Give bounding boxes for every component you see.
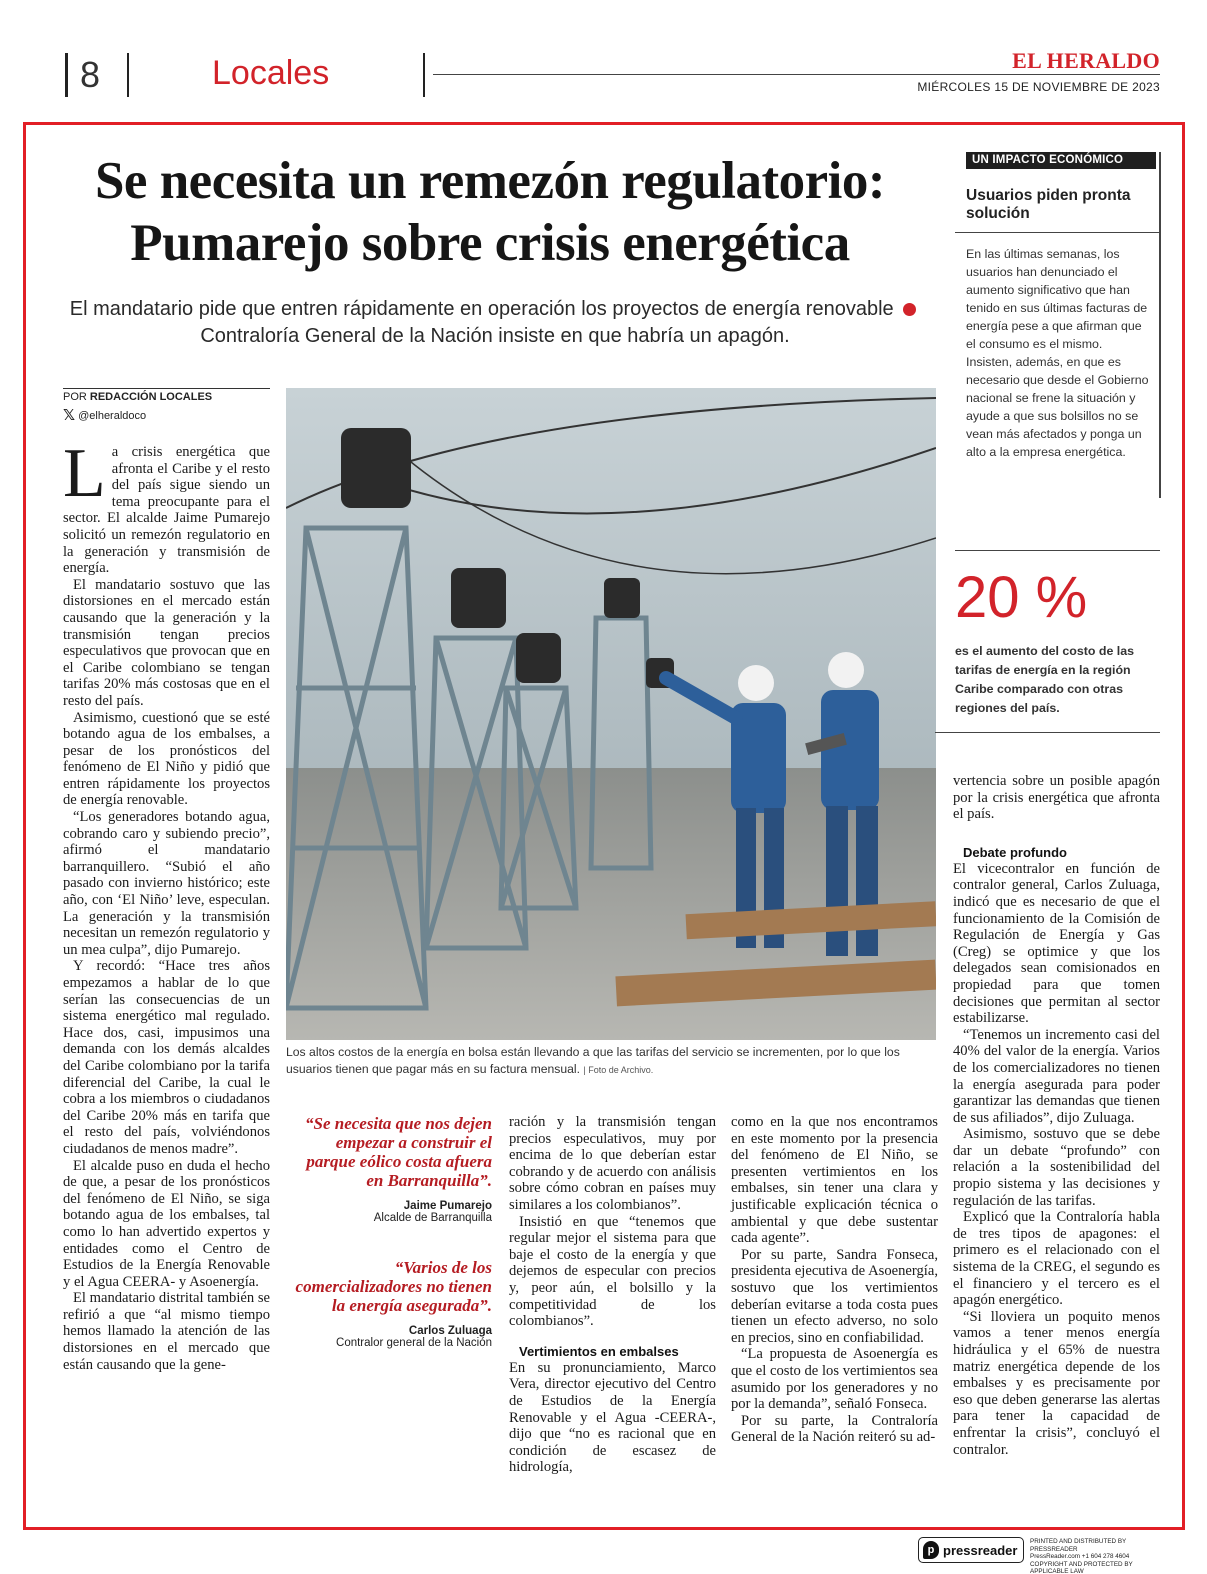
bullet-dot-icon <box>903 303 916 316</box>
deck <box>45 296 945 350</box>
paragraph: como en la que nos encontramos en este momento por la presencia del fenómeno de El Niño, se presenten vertimientos en los embalses, sin tener una clara y justificable explicación técnica o ambiental y que debe sustentar cada agente”. <box>731 1114 938 1247</box>
paragraph: El vicecontralor en función de contralor general, Carlos Zuluaga, indicó que es necesario de que el funcionamiento de la Comisión de Regulación de Energía y Gas (Creg) se optimice y que los delegados sean comisionados en propiedad para que tomen decisiones que permitan al sector estabilizarse. <box>953 860 1160 1027</box>
quote-author: Carlos Zuluaga <box>408 1325 492 1337</box>
section-name: Locales <box>212 54 330 92</box>
subhead-debate: Debate profundo <box>963 844 1067 860</box>
body-column-3 <box>509 1114 716 1476</box>
deck-part1: El mandatario pide que entren rápidamente en operación los proyectos de energía renovable <box>69 298 894 320</box>
quote-text: “Varios de los comercializadores no tienen la energía asegurada”. <box>295 1258 492 1315</box>
substation-photo <box>286 388 936 1040</box>
caption-text: Los altos costos de la energía en bolsa están llevando a que las tarifas del servicio se incrementen, por lo que los usuarios tienen que pagar más en su factura mensual. <box>286 1045 900 1076</box>
paragraph: El mandatario sostuvo que las distorsiones en el mercado están causando que la generación y la transmisión tengan precios especulativos que provocan que en el Caribe colombiano se tengan tarifas 20% más costosas que en el resto del país. <box>63 576 270 709</box>
body-column-1 <box>63 435 270 1373</box>
byline-rule <box>63 388 270 389</box>
paragraph: El mandatario distrital también se refirió a que “al mismo tiempo hemos llamado la atención de las distorsiones en el mercado que están causando que la gene- <box>63 1290 270 1373</box>
handle-text: @elheraldoco <box>78 409 147 422</box>
paragraph: “Tenemos un incremento casi del 40% del valor de la energía. Varios de los comercializadores no tienen la energía asegurada para poder garantizar las demandas que tienen de sus afiliados”, dijo Zuluaga. <box>953 1026 1160 1126</box>
sidebar-paragraph: Insisten, además, en que es necesario que desde el Gobierno nacional se frene la situación y ayude a que sus bolsillos no se vean más afectados y ponga un alto a la empresa energética. <box>966 355 1149 459</box>
paragraph: Insistió en que “tenemos que regular mejor el sistema para que baje el costo de la energía y que dejemos de especular con precios y, peor aún, el bolsillo y la competitividad de los colombianos”. <box>509 1213 716 1330</box>
subhead-vertimientos: Vertimientos en embalses <box>519 1343 679 1359</box>
sidebar-rule <box>1159 152 1161 498</box>
deck-part2: Contraloría General de la Nación insiste en que habría un apagón. <box>200 325 790 347</box>
pressreader-logo[interactable] <box>918 1537 1024 1563</box>
paragraph: El alcalde puso en duda el hecho de que, a pesar de los pronósticos del fenómeno de El Niño, se siga botando agua de los embalses, tal como lo han advertido expertos y entidades como el Centro de Estudios de la Energía Renovable y el Agua CEERA- y Asoenergía. <box>63 1157 270 1290</box>
paragraph: vertencia sobre un posible apagón por la crisis energética que afronta el país. <box>953 773 1160 823</box>
masthead-logo: EL HERALDO <box>1012 48 1160 73</box>
quote-author: Jaime Pumarejo <box>403 1200 492 1212</box>
sidebar-paragraph: En las últimas semanas, los usuarios han denunciado el aumento significativo que han tenido en sus últimas facturas de energía pese a que afirman que el consumo es el mismo. <box>966 247 1148 351</box>
quote-author-role: Contralor general de la Nación <box>336 1337 492 1349</box>
sidebar-title: Usuarios piden pronta solución <box>966 187 1131 222</box>
page-number: 8 <box>80 54 101 95</box>
pressreader-brand: pressreader <box>943 1542 1018 1558</box>
header-divider <box>423 53 425 97</box>
quote-text: “Se necesita que nos dejen empezar a construir el parque eólico costa afuera en Barranquilla”. <box>305 1114 492 1190</box>
paragraph: Asimismo, sostuvo que se debe dar un debate “profundo” con relación a la sostenibilidad del propio sistema y las decisiones y regulación de las tarifas. <box>953 1126 1160 1209</box>
sidebar-body <box>966 245 1151 461</box>
stat-rule <box>935 732 1160 733</box>
paragraph: “Si lloviera un poquito menos vamos a tener menos energía hidráulica y el 65% de nuestra matriz energética depende de los embalses y es precisamente por eso que deben generarse las alertas para tener la capacidad de enfrentar la crisis”, concluyó el contralor. <box>953 1308 1160 1458</box>
byline-prefix: POR <box>63 391 87 403</box>
paragraph: “La propuesta de Asoenergía es que el costo de los vertimientos sea asumido por los generadores y no por la demanda”, señaló Fonseca. <box>731 1346 938 1413</box>
paragraph: Y recordó: “Hace tres años empezamos a hablar de lo que serían las consecuencias de un sistema energético mal regulado. Hace dos, casi, impusimos una demanda con los demás alcaldes del Caribe colombiano por la tarifa diferencial del Caribe, la cual le cobra a los miembros o ciudadanos del Caribe 20% más en tarifa que el resto del país, volviéndonos ciudadanos de menos madre”. <box>63 958 270 1157</box>
sidebar-rule <box>955 232 1161 233</box>
header-divider <box>127 53 129 97</box>
byline-author: REDACCIÓN LOCALES <box>89 391 213 403</box>
dropcap: L <box>63 435 106 512</box>
pull-quote-1 <box>286 1114 492 1224</box>
paragraph: La crisis energética que afronta el Caribe y el resto del país sigue siendo un tema preocupante para el sector. El alcalde Jaime Pumarejo solicitó un remezón regulatorio en la generación y transmisión de energía. <box>63 435 270 577</box>
stat-value: 20 % <box>955 565 1088 630</box>
stat-rule <box>955 550 1160 551</box>
pressreader-icon: p <box>923 1541 939 1559</box>
quote-author-role: Alcalde de Barranquilla <box>373 1212 492 1224</box>
photo-credit: | Foto de Archivo. <box>583 1065 654 1075</box>
header-divider <box>65 53 68 97</box>
paragraph: “Los generadores botando agua, cobrando caro y subiendo precio”, afirmó el mandatario barranquillero. “Subió el año pasado con invierno histórico; este año, con ‘El Niño’ leve, especulan. La generación y la transmisión necesitan un remezón regulatorio y un mea culpa”, dijo Pumarejo. <box>63 809 270 958</box>
photo-caption <box>286 1044 936 1079</box>
byline <box>63 391 212 403</box>
headline <box>40 150 940 274</box>
headline-line2: Pumarejo sobre crisis energética <box>130 214 850 272</box>
header-rule <box>433 74 1160 75</box>
social-handle[interactable] <box>63 408 146 423</box>
stat-description: es el aumento del costo de las tarifas de energía en la región Caribe comparado con otras regiones del país. <box>955 644 1135 715</box>
pressreader-fine-print: PRINTED AND DISTRIBUTED BY PRESSREADER PressReader.com +1 604 278 4604 COPYRIGHT AND PROTECTED BY APPLICABLE LAW <box>1030 1538 1133 1574</box>
paragraph: ración y la transmisión tengan precios especulativos, muy por encima de lo que deberían estar cobrando y de acuerdo con análisis sobre cómo cobran en países muy similares a los colombianos”. <box>509 1114 716 1213</box>
pull-quote-2 <box>286 1258 492 1349</box>
sidebar-tag: UN IMPACTO ECONÓMICO <box>966 152 1156 169</box>
body-column-5 <box>953 773 1160 1458</box>
paragraph: Explicó que la Contraloría habla de tres tipos de apagones: el primero es el relacionado con el sistema de la CREG, el segundo es el financiero y el tercero es el apagón energético. <box>953 1209 1160 1309</box>
paragraph: En su pronunciamiento, Marco Vera, director ejecutivo del Centro de Estudios de la Energía Renovable y el Agua -CEERA-, dijo que “no es racional que en condición de escasez de hidrología, <box>509 1359 716 1476</box>
issue-date: MIÉRCOLES 15 DE NOVIEMBRE DE 2023 <box>917 80 1160 94</box>
paragraph: Por su parte, la Contraloría General de la Nación reiteró su ad- <box>731 1412 938 1446</box>
paragraph: Por su parte, Sandra Fonseca, presidenta ejecutiva de Asoenergía, sostuvo que los vertimientos deberían evitarse a toda costa pues tienen un efecto adverso, no solo en precios, sino en confiabilidad. <box>731 1246 938 1346</box>
body-column-4 <box>731 1114 938 1446</box>
x-logo-icon: 𝕏 <box>63 406 76 424</box>
headline-line1: Se necesita un remezón regulatorio: <box>94 152 886 210</box>
paragraph: Asimismo, cuestionó que se esté botando agua de los embalses, a pesar de los pronósticos del fenómeno de El Niño y pidió que entren rápidamente los proyectos de energía renovable. <box>63 709 270 809</box>
